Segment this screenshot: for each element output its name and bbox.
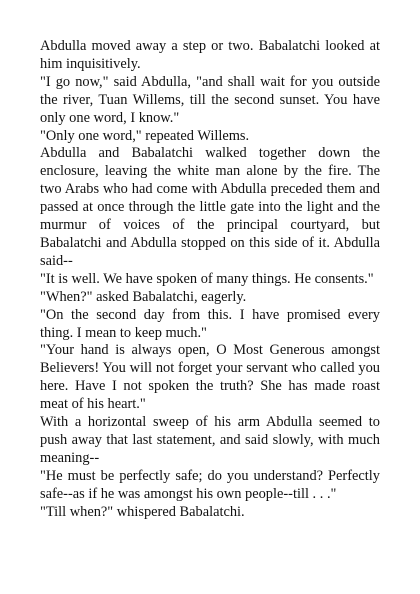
paragraph-10: "He must be perfectly safe; do you understand? Perfectly safe--as if he was amongst his own people--till . . .": [40, 467, 380, 502]
paragraph-8: "Your hand is always open, O Most Generous amongst Believers! You will not forget your servant who called you here. Have I not spoken the truth? She has made roast meat of his heart.": [40, 342, 380, 413]
paragraph-4: Abdulla and Babalatchi walked together down the enclosure, leaving the white man alone by the fire. The two Arabs who had come with Abdulla preceded them and passed at once through the little gate into the light and the murmur of voices of the principal courtyard, but Babalatchi and Abdulla stopped on this side of it. Abdulla said--: [40, 145, 380, 269]
paragraph-5: "It is well. We have spoken of many things. He consents.": [40, 270, 374, 287]
paragraph-7: "On the second day from this. I have promised every thing. I mean to keep much.": [40, 306, 380, 341]
paragraph-11: "Till when?" whispered Babalatchi.: [40, 503, 245, 520]
paragraph-9: With a horizontal sweep of his arm Abdulla seemed to push away that last statement, and said slowly, with much meaning--: [40, 414, 380, 466]
paragraph-6: "When?" asked Babalatchi, eagerly.: [40, 288, 247, 305]
paragraph-1: Abdulla moved away a step or two. Babalatchi looked at him inquisitively.: [40, 38, 380, 72]
paragraph-3: "Only one word," repeated Willems.: [40, 127, 250, 144]
paragraph-2: "I go now," said Abdulla, "and shall wait for you outside the river, Tuan Willems, till the second sunset. You have only one word, I know.": [40, 73, 380, 126]
